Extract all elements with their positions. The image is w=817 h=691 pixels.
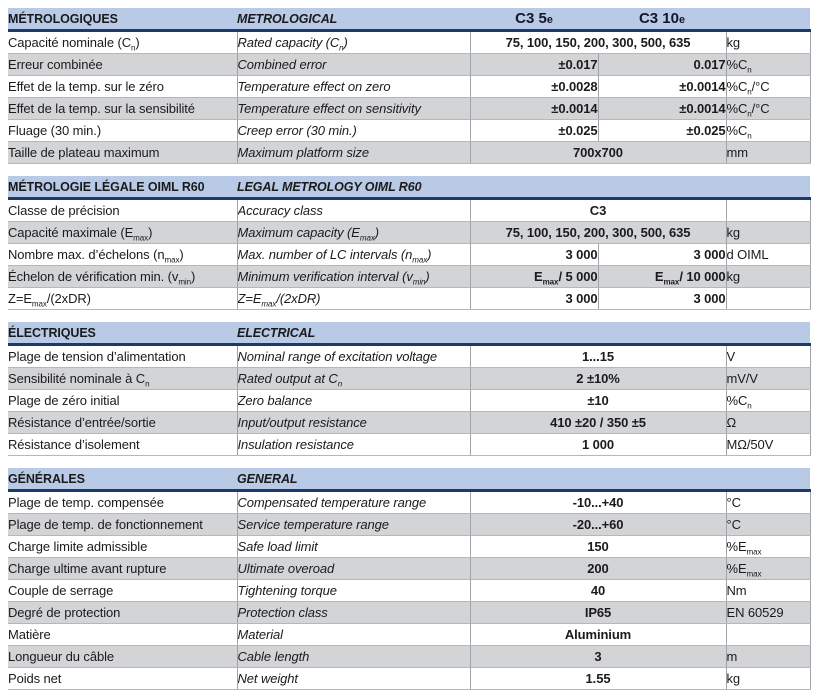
value-c3-10e: $E_{max}/$ 10 000 [598,266,726,288]
label-fr: Plage de temp. de fonctionnement [8,514,237,536]
section-header [8,8,810,31]
section-title-fr: MÉTROLOGIQUES [8,8,237,31]
label-fr: Poids net [8,668,237,690]
label-en: Ultimate overoad [237,558,470,580]
unit-cell: V [726,345,810,368]
value-span: -10...+40 [470,491,726,514]
value-span: 75, 100, 150, 200, 300, 500, 635 [470,222,726,244]
section-title-fr: ÉLECTRIQUES [8,322,237,345]
label-en: Material [237,624,470,646]
label-fr: Plage de tension d’alimentation [8,345,237,368]
value-span: 700x700 [470,142,726,164]
spec-row [8,491,810,514]
unit-cell: $\%C_n$ [726,390,810,412]
unit-cell: °C [726,491,810,514]
label-en: Rated capacity $(C_n)$ [237,31,470,54]
label-fr: Résistance d’entrée/sortie [8,412,237,434]
value-span: 1 000 [470,434,726,456]
spec-row [8,345,810,368]
value-c3-5e: ±0.0028 [470,76,598,98]
label-fr: Classe de précision [8,199,237,222]
section-title-en: ELECTRICAL [237,322,810,345]
label-fr: Échelon de vérification min. $(v_{min})$ [8,266,237,288]
spec-row [8,602,810,624]
value-c3-10e: ±0.025 [598,120,726,142]
spec-row [8,580,810,602]
label-en: Service temperature range [237,514,470,536]
value-c3-10e: 0.017 [598,54,726,76]
section-header [8,322,810,345]
value-c3-5e: 3 000 [470,244,598,266]
value-span: 410 ±20 / 350 ±5 [470,412,726,434]
label-fr: Capacité nominale $(C_n)$ [8,31,237,54]
spec-row [8,368,810,390]
label-fr: Charge limite admissible [8,536,237,558]
spec-row [8,266,810,288]
unit-cell: MΩ/50V [726,434,810,456]
spec-row [8,536,810,558]
section-title-en: GENERAL [237,468,810,491]
value-span: 2 ±10% [470,368,726,390]
label-fr: Taille de plateau maximum [8,142,237,164]
label-en: Nominal range of excitation voltage [237,345,470,368]
section-title-en: LEGAL METROLOGY OIML R60 [237,176,810,199]
section-electrical [8,322,811,456]
spec-row [8,558,810,580]
unit-cell: $\%C_n$ [726,120,810,142]
section-title-fr: GÉNÉRALES [8,468,237,491]
unit-cell: $\%C_n/^\circ C$ [726,76,810,98]
value-c3-5e: ±0.0014 [470,98,598,120]
unit-cell: m [726,646,810,668]
section-title-fr: MÉTROLOGIE LÉGALE OIML R60 [8,176,237,199]
spec-row [8,120,810,142]
value-span: Aluminium [470,624,726,646]
column-header-c3-10e: C3 10e [598,8,726,31]
unit-cell: kg [726,266,810,288]
unit-cell: EN 60529 [726,602,810,624]
label-fr: Effet de la temp. sur la sensibilité [8,98,237,120]
spec-row [8,244,810,266]
label-en: Insulation resistance [237,434,470,456]
label-en: Maximum capacity $(E_{max})$ [237,222,470,244]
label-en: Rated output at $C_n$ [237,368,470,390]
label-fr: Degré de protection [8,602,237,624]
unit-cell: mm [726,142,810,164]
unit-cell: $\%E_{max}$ [726,558,810,580]
spec-row [8,624,810,646]
label-en: Minimum verification interval $(v_{min})$ [237,266,470,288]
unit-cell: mV/V [726,368,810,390]
value-c3-5e: ±0.025 [470,120,598,142]
value-c3-10e: 3 000 [598,244,726,266]
value-c3-10e: 3 000 [598,288,726,310]
section-metrological [8,8,811,164]
spec-row [8,412,810,434]
spec-row [8,288,810,310]
unit-cell: $\%C_n/^\circ C$ [726,98,810,120]
label-en: Max. number of LC intervals $(n_{max})$ [237,244,470,266]
spec-row [8,54,810,76]
spec-row [8,668,810,690]
unit-cell: $\%E_{max}$ [726,536,810,558]
unit-cell: Ω [726,412,810,434]
section-general [8,468,811,690]
label-en: Cable length [237,646,470,668]
value-span: ±10 [470,390,726,412]
unit-cell: °C [726,514,810,536]
unit-cell: kg [726,31,810,54]
spec-row [8,514,810,536]
column-header-c3-5e: C3 5e [470,8,598,31]
label-en: Protection class [237,602,470,624]
value-c3-5e: $E_{max}/$ 5 000 [470,266,598,288]
spec-row [8,199,810,222]
spec-row [8,76,810,98]
label-fr: Capacité maximale $(E_{max})$ [8,222,237,244]
spec-row [8,390,810,412]
unit-cell: Nm [726,580,810,602]
label-en: Tightening torque [237,580,470,602]
label-fr: Charge ultime avant rupture [8,558,237,580]
label-en: $Z=E_{max}/(2xDR)$ [237,288,470,310]
label-en: Combined error [237,54,470,76]
value-span: 150 [470,536,726,558]
section-header [8,176,810,199]
value-span: 75, 100, 150, 200, 300, 500, 635 [470,31,726,54]
label-en: Input/output resistance [237,412,470,434]
label-fr: Plage de temp. compensée [8,491,237,514]
spec-row [8,142,810,164]
label-fr: Erreur combinée [8,54,237,76]
unit-cell: kg [726,668,810,690]
value-c3-5e: 3 000 [470,288,598,310]
unit-cell: d OIML [726,244,810,266]
label-en: Accuracy class [237,199,470,222]
spec-row [8,222,810,244]
value-span: IP65 [470,602,726,624]
section-title-en: METROLOGICAL [237,8,470,31]
label-fr: Matière [8,624,237,646]
label-en: Temperature effect on zero [237,76,470,98]
label-fr: Plage de zéro initial [8,390,237,412]
value-c3-10e: ±0.0014 [598,76,726,98]
label-en: Maximum platform size [237,142,470,164]
label-fr: Longueur du câble [8,646,237,668]
label-fr: Couple de serrage [8,580,237,602]
label-en: Safe load limit [237,536,470,558]
value-span: 40 [470,580,726,602]
label-en: Zero balance [237,390,470,412]
value-span: 1.55 [470,668,726,690]
section-legal-metrology [8,176,811,310]
value-c3-5e: ±0.017 [470,54,598,76]
value-span: 1...15 [470,345,726,368]
label-fr: Fluage (30 min.) [8,120,237,142]
label-fr: $Z=E_{max}/(2xDR)$ [8,288,237,310]
spec-row [8,646,810,668]
spec-row [8,434,810,456]
unit-cell [726,288,810,310]
value-span: -20...+60 [470,514,726,536]
label-fr: Nombre max. d’échelons $(n_{max})$ [8,244,237,266]
label-fr: Sensibilité nominale à $C_n$ [8,368,237,390]
section-header [8,468,810,491]
unit-cell [726,624,810,646]
label-en: Compensated temperature range [237,491,470,514]
unit-cell: kg [726,222,810,244]
unit-cell [726,199,810,222]
value-span: 3 [470,646,726,668]
value-span: C3 [470,199,726,222]
label-fr: Effet de la temp. sur le zéro [8,76,237,98]
label-fr: Résistance d’isolement [8,434,237,456]
value-c3-10e: ±0.0014 [598,98,726,120]
unit-cell: $\%C_n$ [726,54,810,76]
column-header-unit [726,8,810,31]
label-en: Net weight [237,668,470,690]
value-span: 200 [470,558,726,580]
label-en: Temperature effect on sensitivity [237,98,470,120]
label-en: Creep error (30 min.) [237,120,470,142]
spec-row [8,31,810,54]
spec-row [8,98,810,120]
